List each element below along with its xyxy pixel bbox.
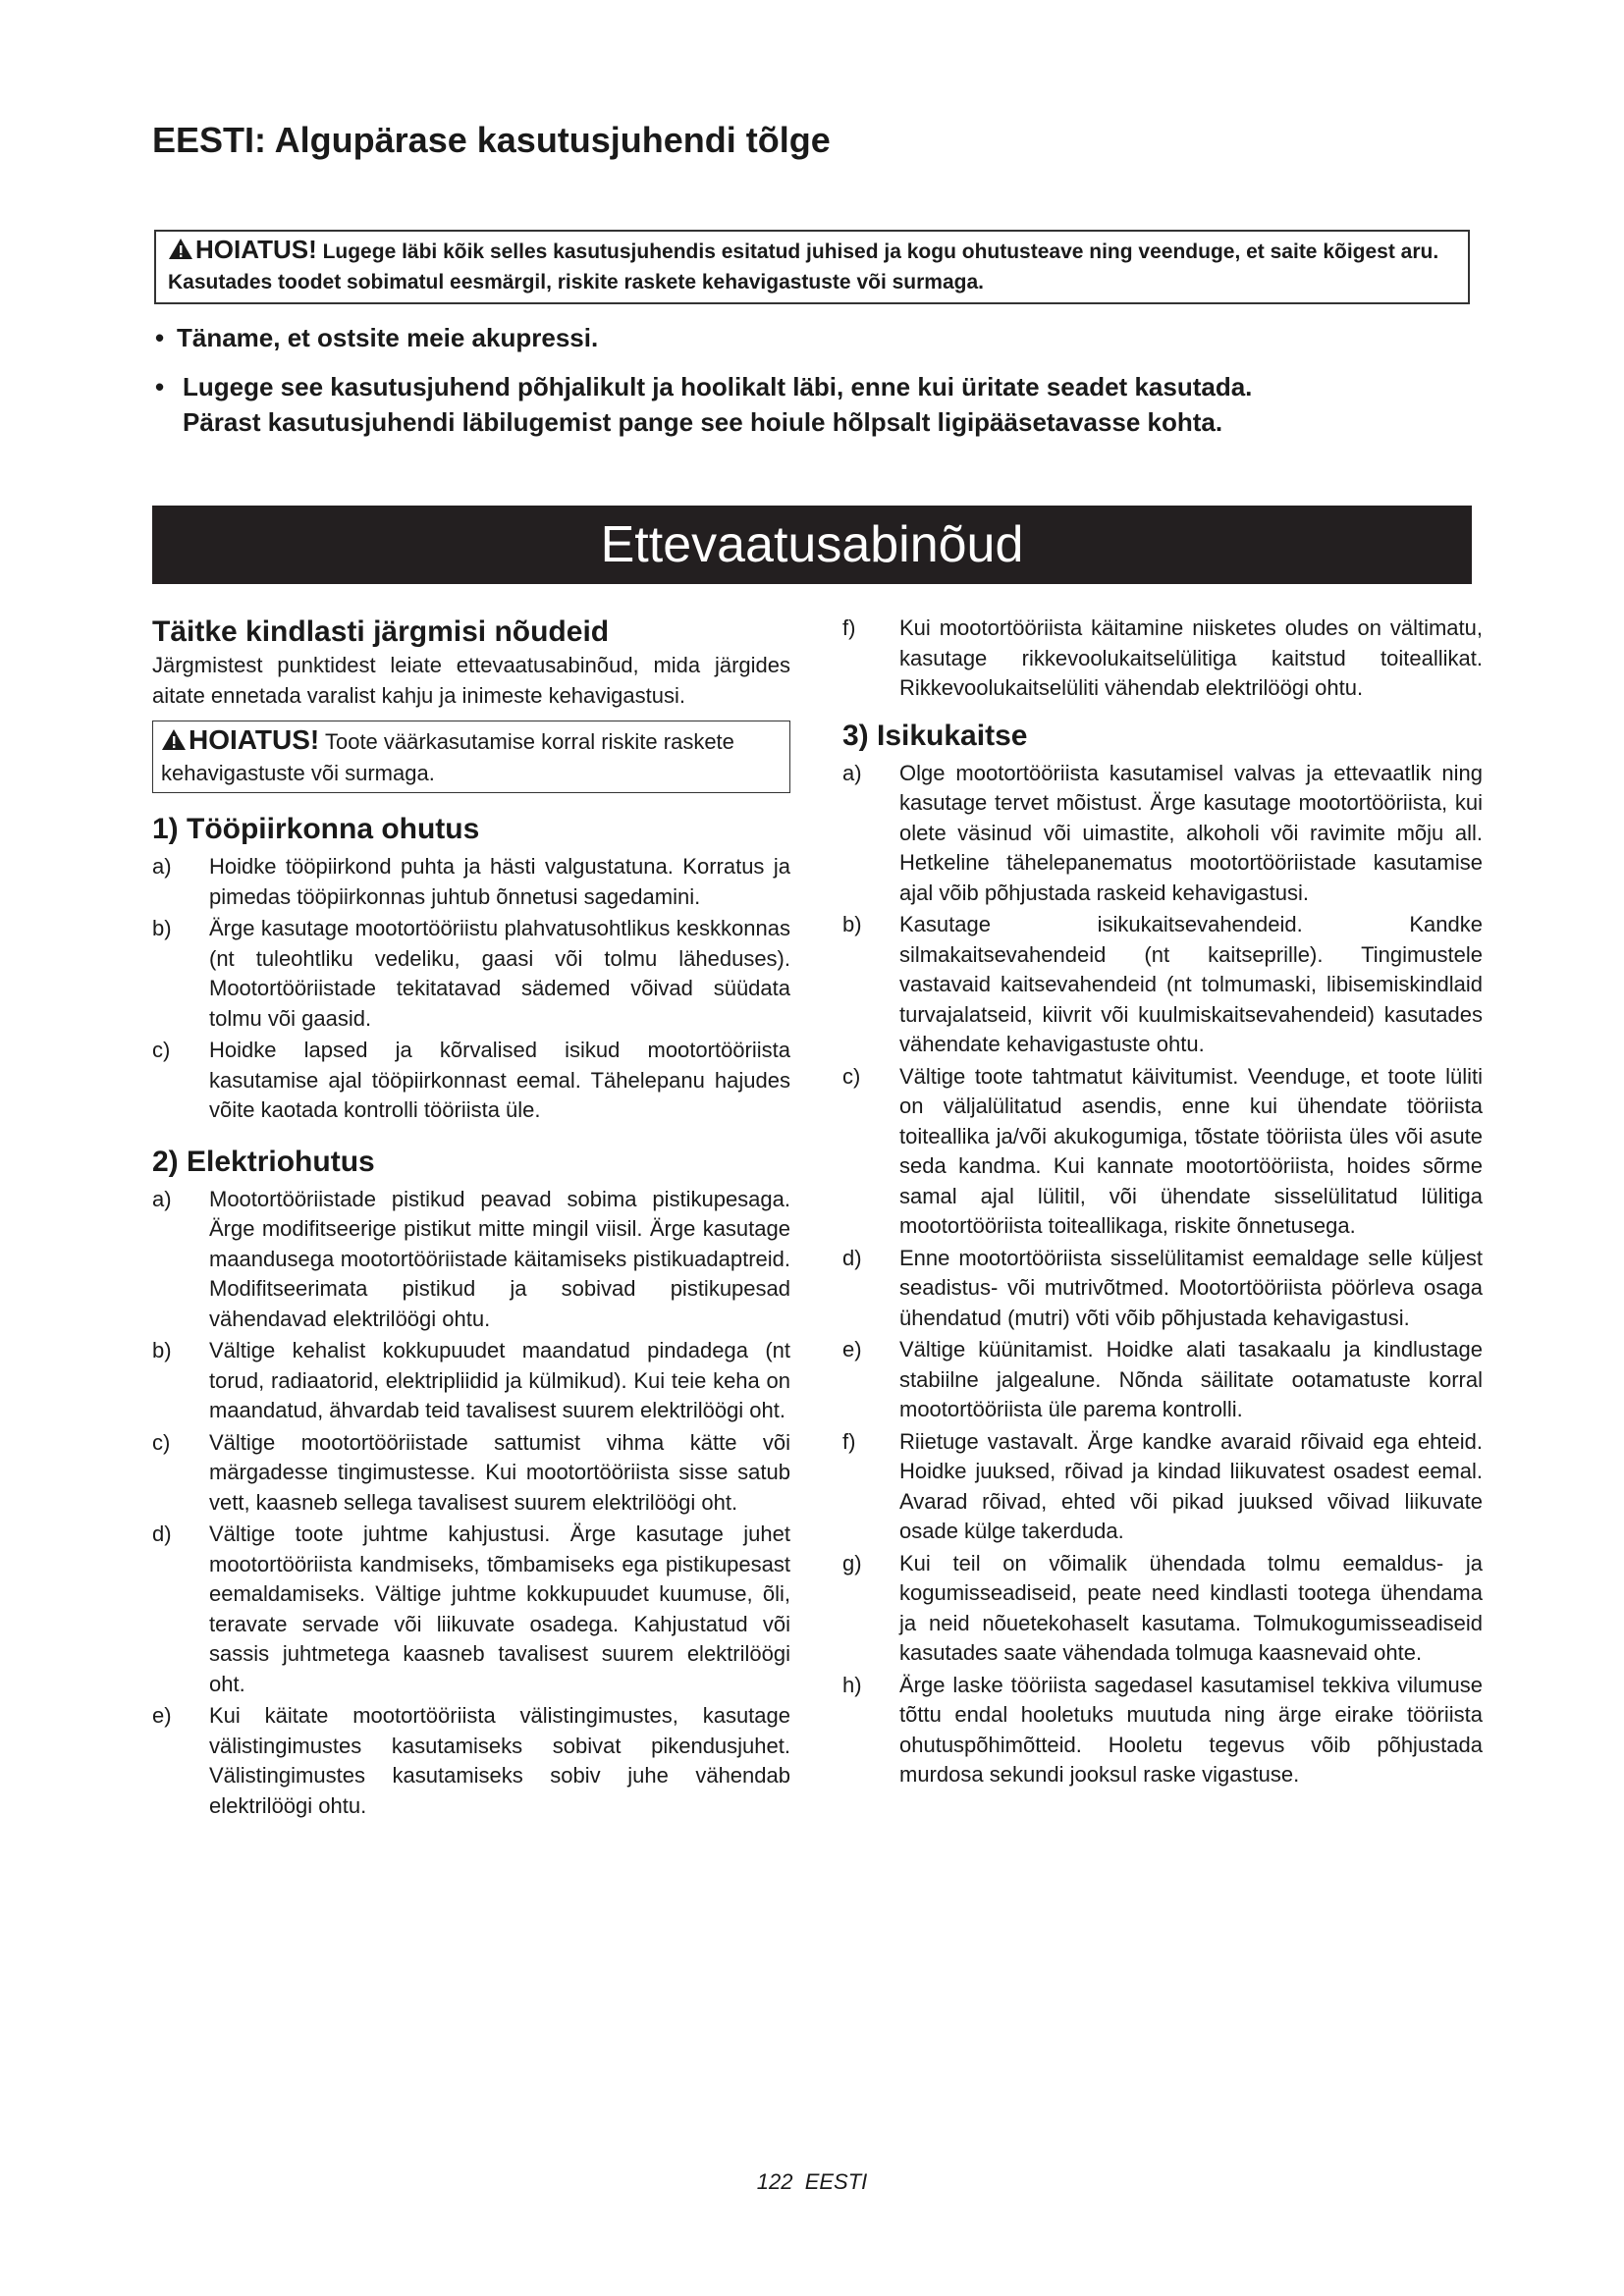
- list-item: b) Ärge kasutage mootortööriistu plahvatusohtlikus keskkonnas (nt tuleohtliku vedeliku, gaasi või tolmu läheduses). Mootortööriistade tekitatavad sädemed võivad süüdata tolmu või gaasid.: [152, 916, 790, 1031]
- requirements-heading: Täitke kindlasti järgmisi nõudeid: [152, 615, 610, 648]
- warning-text: Lugege läbi kõik selles kasutusjuhendis esitatud juhised ja kogu ohutusteave ning veenduge, et saite kõigest aru. Kasutades toodet sobimatul eesmärgil, riskite raskete kehavigastuste või surmaga.: [168, 240, 1439, 294]
- list-item: c) Vältige toote tahtmatut käivitumist. Veenduge, et toote lüliti on väljalülitatud asendis, enne kui ühendate tööriista toiteallika ja/või akukogumiga, tõstate tööriista üles või asute seda kandma. Kui kannate mootortööriista, hoides sõrme samal ajal lülitil, või ühendate sisselülitatud lülitiga mootortööriista toiteallikaga, riskite õnnetusega.: [842, 1063, 1483, 1238]
- list-item: c) Vältige mootortööriistade sattumist vihma kätte või märgadesse tingimustesse. Kui mootortööriista sisse satub vett, kaasneb sellega tavalisest suurem elektrilöögi oht.: [152, 1429, 790, 1515]
- list-item: f) Riietuge vastavalt. Ärge kandke avaraid rõivaid ega ehteid. Hoidke juuksed, rõivad ja kindad liikuvatest osadest eemal. Avarad rõivad, ehted või pikad juuksed võivad liikuvate osade külge takerduda.: [842, 1428, 1483, 1543]
- page-footer: [0, 2169, 1624, 2195]
- misuse-warning-box: [152, 721, 790, 793]
- warning-triangle-icon: [168, 238, 193, 268]
- list-item: f) Kui mootortööriista käitamine niisketes oludes on vältimatu, kasutage rikkevoolukaitselülitiga kaitstud toiteallikat. Rikkevoolukaitselüliti vähendab elektrilöögi ohtu.: [842, 615, 1483, 700]
- warning-triangle-icon: [161, 728, 187, 759]
- warning-heading: HOIATUS!: [195, 235, 317, 264]
- list-item: e) Kui käitate mootortööriista välistingimustes, kasutage välistingimustes kasutamiseks sobivat pikendusjuhet. Välistingimustes kasutamiseks sobiv juhe vähendab elektrilöögi ohtu.: [152, 1703, 790, 1818]
- section-heading: 2) Elektriohutus: [152, 1145, 375, 1178]
- right-column: [842, 614, 1483, 1792]
- page-title: EESTI: Algupärase kasutusjuhendi tõlge: [152, 120, 831, 160]
- list-item: b) Kasutage isikukaitsevahendeid. Kandke silmakaitsevahendeid (nt kaitseprille). Tingimustele vastavaid kaitsevahendeid (nt tolmumaski, libisemiskindlaid turvajalatseid, kiivrit või kuulmiskaitsevahendeid) kasutades vähendate kehavigastuste ohtu.: [842, 912, 1483, 1056]
- left-column: [152, 614, 790, 1823]
- list-item: a) Mootortööriistade pistikud peavad sobima pistikupesaga. Ärge modifitseerige pistikut mitte mingil viisil. Ärge kasutage maandusega mootortööriistade käitamiseks pistikuadaptreid. Modifitseerimata pistikud ja sobivad pistikupesad vähendavad elektrilöögi ohtu.: [152, 1186, 790, 1331]
- warning-heading: HOIATUS!: [189, 724, 320, 755]
- footer-language: EESTI: [804, 2169, 868, 2194]
- list-item: a) Hoidke tööpiirkond puhta ja hästi valgustatuna. Korratus ja pimedas tööpiirkonnas juhtub õnnetusi sagedamini.: [152, 854, 790, 909]
- warning-text: Toote väärkasutamise korral riskite raskete kehavigastuste või surmaga.: [161, 729, 734, 785]
- list-item: h) Ärge laske tööriista sagedasel kasutamisel tekkiva vilumuse tõttu endal hooletuks muutuda ning ärge eirake tööriista ohutuspõhimõtteid. Hooletu tegevus võib põhjustada murdosa sekundi jooksul raske vigastuse.: [842, 1672, 1483, 1787]
- intro-list: [155, 320, 1490, 454]
- intro-item: • Täname, et ostsite meie akupressi.: [155, 320, 1490, 355]
- requirements-lead: Järgmistest punktidest leiate ettevaatusabinõud, mida järgides aitate ennetada varalist kahju ja inimeste kehavigastusi.: [152, 653, 790, 708]
- section-heading: 1) Tööpiirkonna ohutus: [152, 813, 480, 845]
- list-item: d) Enne mootortööriista sisselülitamist eemaldage selle küljest seadistus- või mutrivõtmed. Mootortööriista pöörleva osaga ühendatud (mutri) võti võib põhjustada kehavigastusi.: [842, 1245, 1483, 1330]
- list-item: b) Vältige kehalist kokkupuudet maandatud pindadega (nt torud, radiaatorid, elektripliidid ja külmikud). Kui teie keha on maandatud, ähvardab teid tavalisest suurem elektrilöögi oht.: [152, 1338, 790, 1422]
- page-number: 122: [756, 2169, 793, 2194]
- intro-item: • Lugege see kasutusjuhend põhjalikult ja hoolikalt läbi, enne kui üritate seadet kasutada. Pärast kasutusjuhendi läbilugemist pange see hoiule hõlpsalt ligipääsetavasse kohta.: [155, 369, 1490, 440]
- list-item: e) Vältige küünitamist. Hoidke alati tasakaalu ja kindlustage stabiilne jalgealune. Nõnda säilitate ootamatuste korral mootortööriista üle parema kontrolli.: [842, 1337, 1483, 1421]
- section-banner: Ettevaatusabinõud: [152, 506, 1472, 584]
- section-heading: 3) Isikukaitse: [842, 719, 1028, 752]
- list-item: a) Olge mootortööriista kasutamisel valvas ja ettevaatlik ning kasutage tervet mõistust. Ärge kasutage mootortööriista, kui olete väsinud või uimastite, alkoholi või ravimite mõju all. Hetkeline tähelepanematus mootortööriistade kasutamise ajal võib põhjustada raskeid kehavigastusi.: [842, 760, 1483, 905]
- list-item: g) Kui teil on võimalik ühendada tolmu eemaldus- ja kogumisseadiseid, peate need kindlasti tootega ühendama ja neid nõuetekohaselt kasutama. Tolmukogumisseadiseid kasutades saate vähendada tolmuga kaasnevaid ohte.: [842, 1550, 1483, 1665]
- list-item: d) Vältige toote juhtme kahjustusi. Ärge kasutage juhet mootortööriista kandmiseks, tõmbamiseks ega pistikupesast eemaldamiseks. Vältige juhtme kokkupuudet kuumuse, õli, teravate servade või liikuvate osadega. Kahjustatud või sassis juhtmetega kaasneb tavalisest suurem elektrilöögi oht.: [152, 1522, 790, 1696]
- list-item: c) Hoidke lapsed ja kõrvalised isikud mootortööriista kasutamise ajal tööpiirkonnast eemal. Tähelepanu hajudes võite kaotada kontrolli tööriista üle.: [152, 1038, 790, 1122]
- top-warning-box: [154, 230, 1470, 304]
